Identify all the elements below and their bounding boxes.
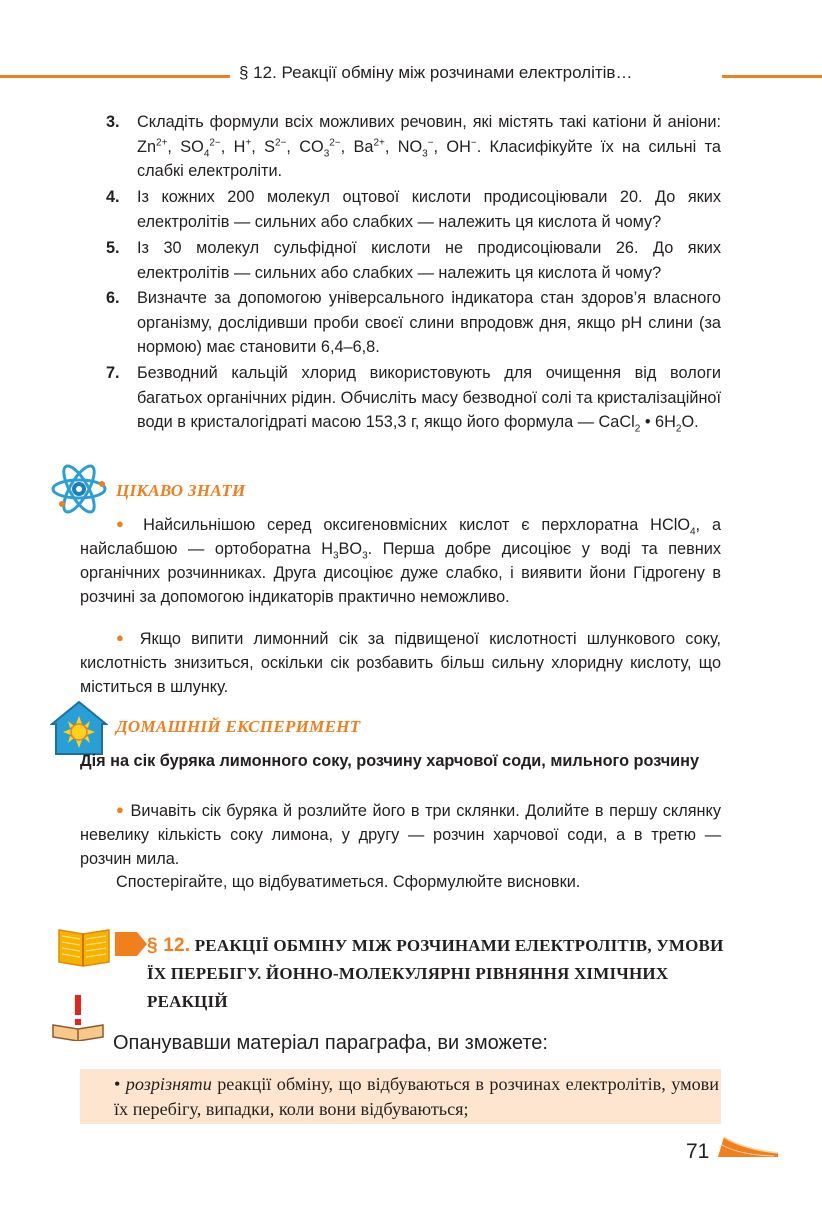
task-number: 5. xyxy=(106,239,120,257)
atom-icon xyxy=(50,460,108,518)
goal-rest: реакції обміну, що відбуваються в розчинах електролітів, умови їх перебігу, випадки, коли вони відбуваються; xyxy=(114,1074,719,1119)
header-rule-right xyxy=(722,75,822,78)
bullet-icon: ● xyxy=(116,802,125,817)
experiment-subtitle: Дія на сік буряка лимонного соку, розчину харчової соди, мильного розчину xyxy=(80,752,700,770)
interesting-text-2: Якщо випити лимонний сік за підвищеної кислотності шлункового соку, кислотність знизиться, оскільки сік розбавить більш сильну хлоридну кислоту, що міститься в шлунку. xyxy=(80,630,721,696)
task-number: 6. xyxy=(106,289,120,307)
task-number: 4. xyxy=(106,188,120,206)
interesting-heading: ЦІКАВО ЗНАТИ xyxy=(116,481,246,500)
bullet-icon: ● xyxy=(116,516,132,531)
experiment-heading: ДОМАШНІЙ ЕКСПЕРИМЕНТ xyxy=(116,717,361,736)
interesting-text-1: Найсильнішою серед оксигеновмісних кислот є перхлоратна HClO$_4$, а найслабшою — ортоборатна $H_3BO_3$. Перша добре дисоціює у воді та певних органічних розчинниках. Друга дисоціює дуже слабко, і виявити йони Гідрогену в розчині за допомогою індикаторів практично неможливо. xyxy=(80,516,722,606)
goal-text xyxy=(114,1072,719,1122)
experiment-text-1: Вичавіть сік буряка й розлийте його в три склянки. Долийте в першу склянку невелику кількість соку лимона, у другу — розчин харчової соди, а в третю — розчин мила. xyxy=(80,802,721,868)
page-number: 71 xyxy=(686,1140,710,1163)
interesting-paragraph-1 xyxy=(80,512,721,609)
interesting-paragraph-2 xyxy=(80,626,721,699)
book-arrow-icon xyxy=(53,924,147,968)
section-intro: Опанувавши матеріал параграфа, ви зможете: xyxy=(113,1032,548,1054)
task-text: Визначте за допомогою універсального індикатора стан здоров’я власного організму, дослідивши проби своєї слини впродовж дня, якщо pH слини (за нормою) має становити 6,4–6,8. xyxy=(137,289,721,356)
sun-house-icon xyxy=(50,700,108,756)
experiment-paragraph-1 xyxy=(80,798,721,871)
task-number: 3. xyxy=(106,113,120,131)
task-6 xyxy=(106,286,721,360)
bullet-icon: ● xyxy=(116,630,130,645)
experiment-paragraph-2: Спостерігайте, що відбуватиметься. Сформулюйте висновки. xyxy=(116,873,581,891)
book-exclamation-icon xyxy=(50,995,106,1041)
task-3 xyxy=(106,110,721,184)
goal-bullet: • xyxy=(114,1074,121,1094)
task-number: 7. xyxy=(106,364,120,382)
task-4 xyxy=(106,185,721,234)
task-text: Із кожних 200 молекул оцтової кислоти продисоціювали 20. До яких електролітів — сильних або слабких — належить ця кислота й чому? xyxy=(137,188,721,231)
task-text: Складіть формули всіх можливих речовин, які містять такі катіони й аніони: $Zn^{2+}$, $SO_4^{2-}$, H+, $S^{2-}$, $CO_3^{2-}$, $Ba^{2+}$, $NO_3^-$, OH−. Класифікуйте їх на сильні та слабкі електроліти. xyxy=(137,113,721,180)
section-title-text: РЕАКЦІЇ ОБМІНУ МІЖ РОЗЧИНАМИ ЕЛЕКТРОЛІТІВ, УМОВИ ЇХ ПЕРЕБІГУ. ЙОННО-МОЛЕКУЛЯРНІ РІВНЯННЯ ХІМІЧНИХ РЕАКЦІЙ xyxy=(147,936,724,1011)
task-text: Із 30 молекул сульфідної кислоти не продисоціювали 26. До яких електролітів — сильних або слабких — належить ця кислота й чому? xyxy=(137,239,721,282)
page-corner-icon xyxy=(718,1133,778,1159)
section-number: § 12. xyxy=(147,935,191,956)
header-rule-left xyxy=(0,75,230,78)
task-text: Безводний кальцій хлорид використовують для очищення від вологи багатьох органічних рідин. Обчисліть масу безводної солі та кристалізаційної води в кристалогідраті масою 153,3 г, якщо його формула — CaCl$_2$ • $6H_2O$. xyxy=(137,364,722,435)
goal-verb: розрізняти xyxy=(125,1074,212,1094)
task-5 xyxy=(106,236,721,285)
section-title xyxy=(147,932,727,1016)
running-title: § 12. Реакції обміну між розчинами електролітів… xyxy=(239,63,633,82)
task-7 xyxy=(106,361,721,435)
